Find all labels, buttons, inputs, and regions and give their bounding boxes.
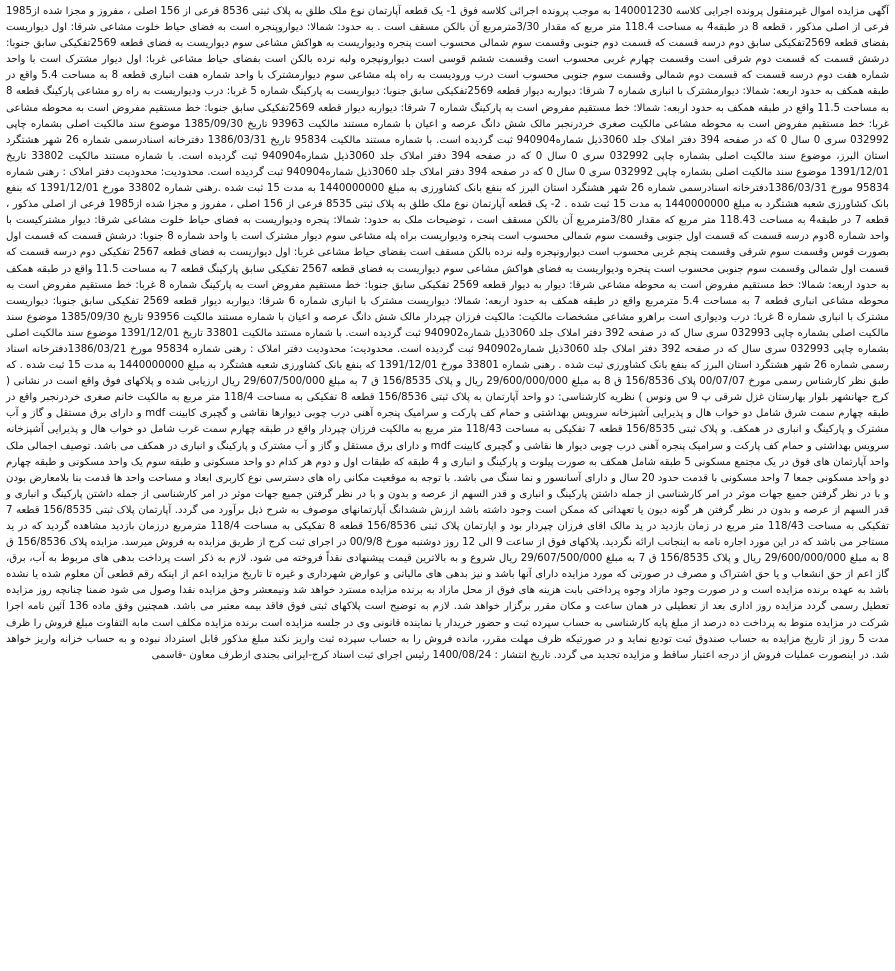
- auction-notice-text: آگهی مزایده اموال غیرمنقول پرونده اجرایی کلاسه 140001230 به موجب پرونده اجرائی کلاسه فوق 1- یک قطعه آپارتمان نوع ملک طلق به پلاک ثبتی 8536 فرعی از 156 اصلی ، مفروز و مجزا شده از1985 فرعی از اصلی مذکور ، قطعه 8 در طبقه4 به مساحت 118.4 متر مربع که مقدار 3/30مترمربع آن بالکن مسقف است . به حدود: شمالا: دیواروپنجره است به فضای حیاط خلوت مشاعی شرقا: اول دیواریست بفضای قطعه 2569تفکیکی سابق دوم درسه قسمت که قسمت دوم جنوبی وقسمت سوم شمالی محسوب است پنجره ودیواریست به هواکش مشاعی سوم دیواریست به فضای قطعه 2569تفکیکی سابق جنوبا: درشش قسمت که قسمت دوم شرقی است وقسمت چهارم غربی محسوب است وقسمت ششم قوسی است دیوارونپجره ولبه نرده بالکن است بفضای حیاط مشاعی غربا: اول دیوار مشترک است با واحد شماره هفت دوم درسه قسمت که قسمت دوم شمالی وقسمت سوم جنوبی محسوب است درب ورودیست به راه پله مشاعی سوم دیوارمشترک با واحد شماره هفت انباری قطعه 8 به مساحت 5.4 واقع در طبقه همکف به حدود اربعه: شمالا: دیوارمشترک با انباری شماره 7 شرقا: دیواربه دیوار قطعه 2569تفکیکی سابق جنوبا: دیواریست به پارکینگ شماره 5 غربا: درب ودیواریست به راه رو مشاعی پارکینگ قطعه 8 به مساحت 11.5 واقع در طبقه همکف به حدود اربعه: شمالا: خط مستقیم مفروض است به پارکینگ شماره 7 شرقا: دیواربه دیوار قطعه 2569تفکیکی سابق جنوبا: خط مستقیم مفروض است به محوطه مشاعی غربا: خط مستقیم مفروض است به محوطه مشاعی مالکیت صغری خردرنجبر مالک شش دانگ عرصه و اعیان با شماره مستند مالکیت 93963 تاریخ 1385/09/30 موضوع سند مالکیت اصلی بشماره چاپی 032992 سری 0 سال 0 که در صفحه 394 دفتر املاک جلد 3060ذیل شماره940904 ثبت گردیده است. با شماره مستند مالکیت 95834 تاریخ 1386/03/31 دفترخانه اسنادرسمی شماره 26 شهر هشتگرد استان البرز، موضوع سند مالکیت اصلی بشماره چاپی 032992 سری 0 سال 0 که در صفحه 394 دفتر املاک جلد 3060ذیل شماره940904 ثبت گردیده است. با شماره مستند مالکیت 33802 تاریخ 1391/12/01 موضوع سند مالکیت اصلی بشماره چاپی 032992 سری 0 سال 0 که در صفحه 394 دفتر املاک جلد 3060ذیل شماره940904 ثبت گردیده است. محدودیت: محدودیت دفتر املاک : رهنی شماره 95834 مورخ 1386/03/31دفترخانه اسنادرسمی شماره 26 شهر هشتگرد استان البرز که بنفع بانک کشاورزی به مبلغ 1440000000 به مدت 15 ثبت شده .رهنی شماره 33802 مورخ 1391/12/01 که بنفع بانک کشاورزی شعبه هشتگرد به مبلغ 1440000000 به مدت 15 ثبت شده . 2- یک قطعه آپارتمان نوع ملک طلق به پلاک ثبتی 8535 فرعی از 156 اصلی ، مفروز و مجزا شده از1985 فرعی از اصلی مذکور ، قطعه 7 در طبقه4 به مساحت 118.43 متر مربع که مقدار 3/80مترمربع آن بالکن مسقف است ، توضیحات ملک به حدود: شمالا: پنجره ودیواریست به فضای حیاط خلوت مشاعی شرقا: دیوار مشترکیست با واحد شماره 8دوم درسه قسمت که قسمت اول جنوبی وقسمت سوم شمالی محسوب است پنجره ودیواریست براه پله مشاعی سوم دیوار مشترک است با واحد شماره 8 جنوبا: درشش قسمت که قسمت اول بصورت قوس وقسمت سوم شرقی وقسمت پنجم غربی محسوب است دیوارونپجره ولبه نرده بالکن مسقف است بفضای حیاط مشاعی غربا: اول دیواریست به فضای قطعه 2567 تفکیکی دوم درسه قسمت که قسمت اول شمالی وقسمت سوم جنوبی محسوب است پنجره ودیواریست به فضای هواکش مشاعی سوم دیواریست به فضای قطعه 2567 تفکیکی سابق پارکینگ قطعه 7 به مساحت 11.5 واقع در طبقه همکف به حدود اربعه: شمالا: خط مستقیم مفروض است به محوطه مشاعی شرقا: دیوار به دیوار قطعه 2569 تفکیکی سابق جنوبا: خط مستقیم مفروض است به پارکینگ شماره 8 غربا: خط مستقیم مفروض است به محوطه مشاعی انباری قطعه 7 به مساحت 5.4 مترمربع واقع در طبقه همکف به حدود اربعه: شمالا: دیواریست مشترک با انباری شماره 6 شرقا: دیواربه دیوار قطعه 2569 تفکیکی سابق جنوبا: دیواریست مشترک با انباری شماره 8 غربا: درب ودیواری است براهرو مشاعی مشخصات مالکیت: مالکیت فرزان چپردار مالک شش دانگ عرصه و اعیان با شماره مستند مالکیت 93956 تاریخ 1385/09/30 موضوع سند مالکیت اصلی بشماره چاپی 032993 سری سال که در صفحه 392 دفتر املاک جلد 3060ذیل شماره940902 ثبت گردیده است. با شماره مستند مالکیت 33801 تاریخ 1391/12/01 موضوع سند مالکیت اصلی بشماره چاپی 032993 سری سال که در صفحه 392 دفتر املاک جلد 3060ذیل شماره940902 ثبت گردیده است. محدودیت: محدودیت دفتر املاک : رهنی شماره 95834 مورخ 1386/03/21دفترخانه اسناد رسمی شماره 26 شهر هشتگرد استان البرز که بنفع بانک کشاورزی ثبت شده . رهنی شماره 33801 مورخ 1391/12/01 که بنفع بانک کشاورزی شعبه هشتگرد به مبلغ 1440000000 به مدت 15 ثبت شده . که طبق نظر کارشناس رسمی مورخ 00/07/07 پلاک 156/8536 ق 8 به مبلغ 29/600/000/000 ریال و پلاک 156/8535 ق 7 به مبلغ 29/607/500/000 ریال ارزیابی شده و پلاکهای فوق واقع است در نشانی ( کرج جهانشهر بلوار بهارستان غزل شرقی پ 9 س ونوس ) نظریه کارشناسی: دو واحد آپارتمان به پلاک ثبتی 156/8536 قطعه 8 تفکیکی به مساحت 118/4 متر مربع به مالکیت خانم صغری خردرنجبر واقع در طبقه چهارم سمت شرق شامل دو خواب هال و پذیرایی آشپزخانه سرویس بهداشتی و حمام کف پارکت و سرامیک پنجره آهنی درب چوبی دیوارها نقاشی و گچبری کابینت mdf و دارای برق مستقل و گاز و آب مشترک و پارکینگ و انباری در همکف. و پلاک ثبتی 156/8535 قطعه 7 تفکیکی به مساحت 118/43 متر مربع به مالکیت فرزان چپردار واقع در طبقه چهارم سمت غرب شامل دو خواب هال و پذیرایی آشپزخانه سرویس بهداشتی و حمام کف پارکت و سرامیک پنجره آهنی درب چوبی دیوار ها نقاشی و گچبری کابینت mdf و دارای برق مستقل و گاز و آب مشترک و پارکینگ و انباری در همکف می باشد. توصیف اجمالی ملک واحد آپارتمان های فوق در یک مجتمع مسکونی 5 طبقه شامل همکف به صورت پیلوت و پارکینگ و انباری و 4 طبقه که طبقات اول و دوم هر کدام دو واحد مسکونی و طبقه سوم یک واحد مسکونی و طبقه چهارم دو واحد مسکونی جمعا 7 واحد مسکونی با قدمت حدود 20 سال و دارای آسانسور و نما سنگ می باشد. با توجه به موقعیت مکانی راه های دسترسی نوع کاربری ابعاد و مساحت واحد ها قدمت بنا بلامعارض بودن و با در نظر گرفتن جمیع جهات موثر در امر کارشناسی از جمله داشتن پارکینگ و انباری و قدر السهم از عرصه و بدون و با در نظر گرفتن جمیع جهات موثر در امر کارشناسی از جمله داشتن پارکینگ و انباری و قدر السهم از عرصه و بدون در نظر گرفتن هر گونه دیون یا تعهداتی که ممکن است وجود داشته باشد ارزش ششدانگ آپارتمانهای موصوف به شرح ذیل برآورد می گردد. آپارتمان پلاک ثبتی 156/8535 قطعه 7 تفکیکی به مساحت 118/43 متر مربع در زمان بازدید در ید مالک اقای فرزان چپردار بود و اپارتمان پلاک ثبتی 156/8536 قطعه 8 تفکیکی به مساحت 118/4 مترمربع درزمان بازدید مشاهده گردید که در ید مستاجر می باشد که در این مورد اجاره نامه به اینجانب ارائه نگردید. پلاکهای فوق از ساعت 9 الی 12 روز دوشنبه مورخ 00/9/8 در اجرای ثبت کرج از طریق مزایده به فروش میرسد. مزایده پلاک 156/8536 ق 8 به مبلغ 29/600/000/000 ریال و پلاک 156/8535 ق 7 به مبلغ 29/607/500/000 ریال شروع و به بالاترین قیمت پیشنهادی نقداً فروخته می شود. لازم به ذکر است پرداخت بدهی های مربوط به آب، برق، گاز اعم از حق انشعاب و یا حق اشتراک و مصرف در صورتی که مورد مزایده دارای آنها باشد و نیز بدهی های مالیاتی و عوارض شهرداری و غیره تا تاریخ مزایده اعم از اینکه رقم قطعی آن معلوم شده یا نشده باشد به عهده برنده مزایده است و در صورت وجود مازاد وجوه پرداختی بابت هزینه های فوق از محل مازاد به برنده مزایده مسترد خواهد شد ونیمعشر وحق مزایده نقدا وصول می شود ضمنا چنانچه روز مزایده تعطیل رسمی گردد مزایده روز اداری بعد از تعطیلی در همان ساعت و مکان مقرر برگزار خواهد شد. لازم به توضیح است پلاکهای ثبتی فوق فاقد بیمه معتبر می باشد. همچنین وفق ماده 136 آئین نامه اجرا شرکت در مزایده منوط به پرداخت ده درصد از مبلغ پایه کارشناسی به حساب سپرده ثبت و حضور خریدار یا نماینده قانونی وی در جلسه مزایده است برنده مزایده مکلف است مابه التفاوت مبلغ فروش را ظرف مدت 5 روز از تاریخ مزایده به حساب صندوق ثبت تودیع نماید و در صورتیکه ظرف مهلت مقرر، مانده فروش را به حساب سپرده ثبت واریز نکند مبلغ مذکور قابل استرداد نبوده و به حساب خزانه واریز خواهد شد. در اینصورت عملیات فروش از درجه اعتبار ساقط و مزایده تجدید می گردد. تاریخ انتشار : 1400/08/24 رئیس اجرای ثبت اسناد کرج-ایرانی بجندی ازطرف معاون -قاسمی: [2, 6, 890, 661]
